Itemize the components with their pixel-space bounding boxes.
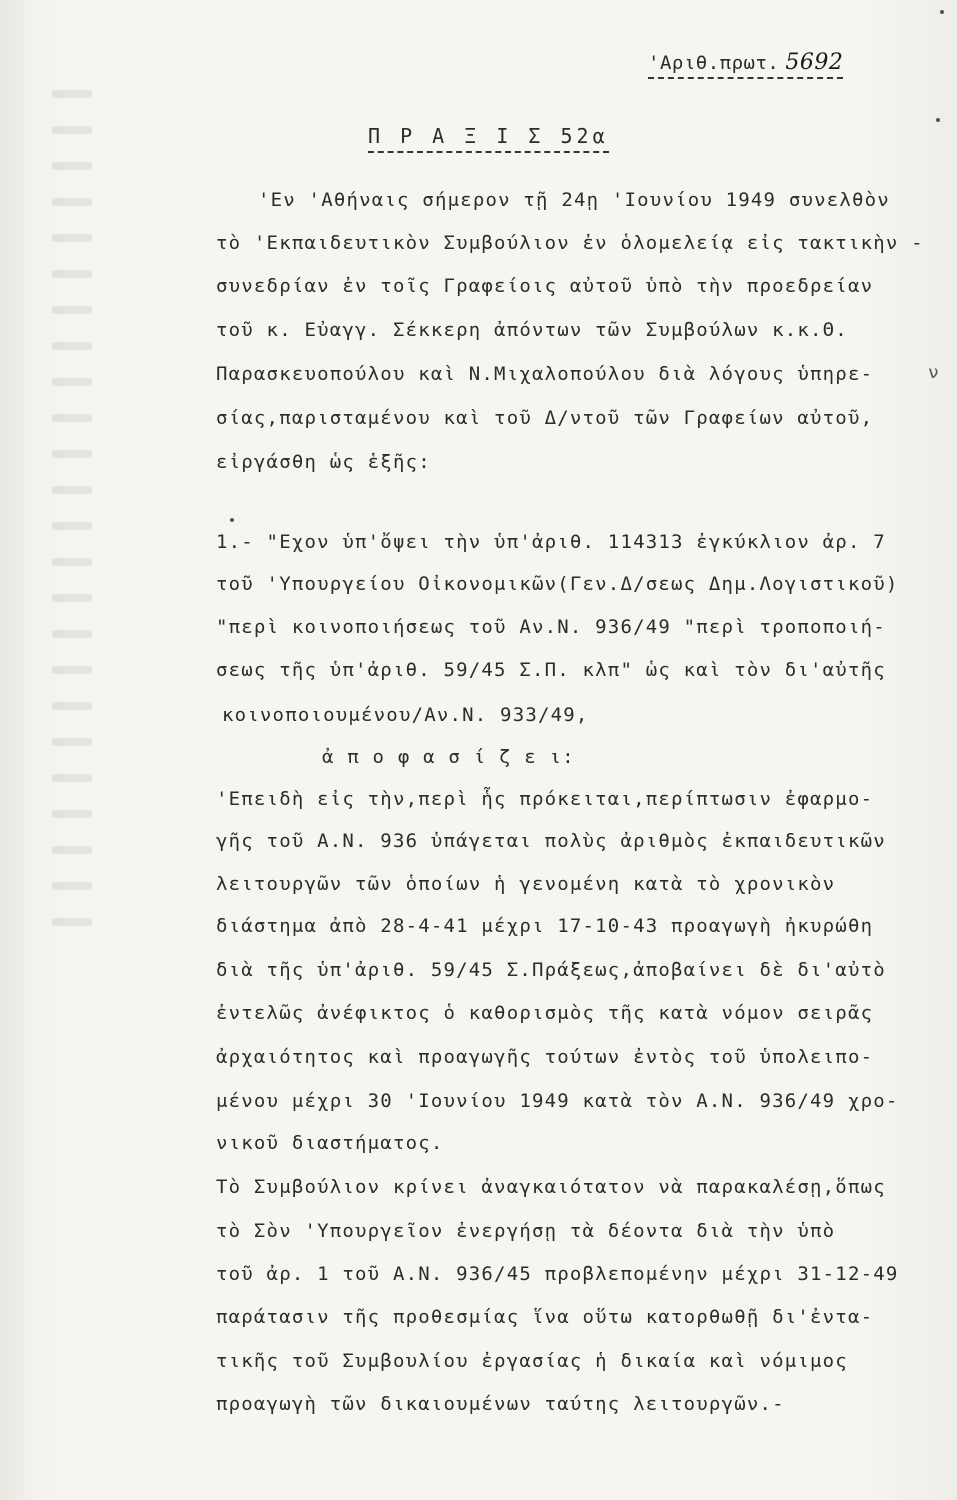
body-line: λειτουργῶν τῶν ὁποίων ἡ γενομένη κατὰ τὸ χρονικὸν [216, 873, 836, 895]
body-line: τὸ Σὸν 'Υπουργεῖον ἐνεργήσῃ τὰ δέοντα διὰ τὴν ὑπὸ [216, 1220, 836, 1242]
punch-dot [940, 10, 944, 14]
body-line: σίας,παρισταμένου καὶ τοῦ Δ/ντοῦ τῶν Γραφείων αὐτοῦ, [216, 407, 874, 429]
body-line: μένου μέχρι 30 'Ιουνίου 1949 κατὰ τὸν Α.Ν. 936/49 χρο- [216, 1090, 899, 1112]
body-line: τὸ 'Εκπαιδευτικὸν Συμβούλιον ἐν ὁλομελείᾳ εἰς τακτικὴν - [216, 232, 924, 254]
body-line: σεως τῆς ὑπ'ἀριθ. 59/45 Σ.Π. κλπ" ὡς καὶ τὸν δι'αὐτῆς [216, 659, 886, 681]
body-line: προαγωγὴ τῶν δικαιουμένων ταύτης λειτουργῶν.- [216, 1393, 785, 1415]
body-line: κοινοποιουμένου/Αν.Ν. 933/49, [222, 704, 589, 726]
body-line: γῆς τοῦ Α.Ν. 936 ὑπάγεται πολὺς ἀριθμὸς ἐκπαιδευτικῶν [216, 830, 886, 852]
protocol-number-handwritten: 5692 [785, 50, 844, 75]
body-line: παράτασιν τῆς προθεσμίας ἵνα οὕτω κατορθωθῇ δι'ἐντα- [216, 1306, 874, 1328]
body-line: 1.- "Εχον ὑπ'ὄψει τὴν ὑπ'ἀριθ. 114313 ἐγκύκλιον ἀρ. 7 [216, 531, 886, 553]
decision-heading: ἀ π ο φ α σ ί ζ ε ι: [322, 746, 575, 768]
punch-dot [230, 518, 234, 522]
margin-letter: ν [928, 362, 939, 383]
act-heading: Π Ρ Α Ξ Ι Σ 52α [368, 124, 609, 153]
body-line: 'Επειδὴ εἰς τὴν,περὶ ἧς πρόκειται,περίπτωσιν ἐφαρμο- [216, 788, 874, 810]
body-line: τικῆς τοῦ Συμβουλίου ἐργασίας ἡ δικαία καὶ νόμιμος [216, 1350, 848, 1372]
body-line: εἰργάσθη ὡς ἑξῆς: [216, 451, 431, 473]
body-line: διὰ τῆς ὑπ'ἀριθ. 59/45 Σ.Πράξεως,ἀποβαίνει δὲ δι'αὐτὸ [216, 959, 886, 981]
body-line: ἀρχαιότητος καὶ προαγωγῆς τούτων ἐντὸς τοῦ ὑπολειπο- [216, 1046, 874, 1068]
body-line: "περὶ κοινοποιήσεως τοῦ Αν.Ν. 936/49 "περὶ τροποποιή- [216, 616, 886, 638]
body-line: τοῦ 'Υπουργείου Οἰκονομικῶν(Γεν.Δ/σεως Δημ.Λογιστικοῦ) [216, 573, 899, 595]
punch-dot [936, 118, 940, 122]
body-line: συνεδρίαν ἐν τοῖς Γραφείοις αὐτοῦ ὑπὸ τὴν προεδρείαν [216, 275, 874, 297]
protocol-reference [648, 50, 843, 79]
body-line: 'Εν 'Αθήναις σήμερον τῇ 24ῃ 'Ιουνίου 1949 συνελθὸν [258, 189, 890, 211]
body-line: διάστημα ἀπὸ 28-4-41 μέχρι 17-10-43 προαγωγὴ ἠκυρώθη [216, 915, 874, 937]
body-line: Παρασκευοπούλου καὶ Ν.Μιχαλοπούλου διὰ λόγους ὑπηρε- [216, 363, 874, 385]
body-line: τοῦ κ. Εὐαγγ. Σέκκερη ἀπόντων τῶν Συμβούλων κ.κ.Θ. [216, 319, 848, 341]
bleed-through-text [52, 90, 92, 1090]
protocol-label: 'Αριθ.πρωτ. [648, 52, 780, 74]
body-line: τοῦ ἀρ. 1 τοῦ Α.Ν. 936/45 προβλεπομένην μέχρι 31-12-49 [216, 1263, 899, 1285]
body-line: Τὸ Συμβούλιον κρίνει ἀναγκαιότατον νὰ παρακαλέσῃ,ὅπως [216, 1176, 886, 1198]
body-line: ἐντελῶς ἀνέφικτος ὁ καθορισμὸς τῆς κατὰ νόμον σειρᾶς [216, 1002, 874, 1024]
body-line: νικοῦ διαστήματος. [216, 1132, 444, 1154]
